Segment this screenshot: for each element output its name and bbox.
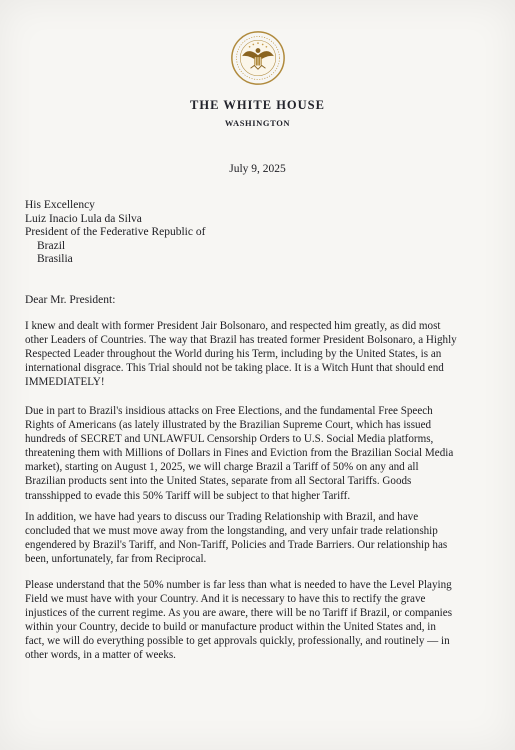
- text-line: been, unfortunately, far from Reciprocal.: [25, 553, 207, 566]
- text-line: Field we must have with your Country. And it is necessary to have this to rectify the grave: [25, 593, 426, 606]
- recipient-line: Brazil: [37, 239, 66, 252]
- text-line: I knew and dealt with former President Jair Bolsonaro, and respected him greatly, as did most: [25, 320, 441, 332]
- recipient-line: Luiz Inacio Lula da Silva: [25, 212, 142, 225]
- text-line: concluded that we must move away from the longstanding, and very unfair trade relationship: [25, 525, 438, 538]
- text-line: transshipped to evade this 50% Tariff will be subject to that higher Tariff.: [25, 489, 351, 502]
- text-line: hundreds of SECRET and UNLAWFUL Censorship Orders to U.S. Social Media platforms,: [25, 433, 434, 446]
- paragraph-trade-relationship: [25, 510, 495, 566]
- text-line: other Leaders of Countries. The way that Brazil has treated former President Bolsonaro, a Highly: [25, 334, 457, 347]
- letterhead-title: THE WHITE HOUSE: [190, 98, 325, 112]
- recipient-line: President of the Federative Republic of: [25, 226, 206, 239]
- text-line: international disgrace. This Trial should not be taking place. It is a Witch Hunt that should end: [25, 362, 444, 375]
- text-line: Rights of Americans (as lately illustrated by the Brazilian Supreme Court, which has issued: [25, 419, 432, 432]
- text-line: market), starting on August 1, 2025, we will charge Brazil a Tariff of 50% on any and all: [25, 461, 419, 474]
- paragraph-bolsonaro: [25, 319, 495, 389]
- salutation: Dear Mr. President:: [25, 294, 116, 306]
- text-line: engendered by Brazil's Tariff, and Non-Tariff, Policies and Trade Barriers. Our relationship has: [25, 539, 448, 552]
- recipient-line: Brasilia: [37, 253, 73, 266]
- letterhead-subtitle: WASHINGTON: [224, 118, 291, 128]
- letter-date: July 9, 2025: [229, 163, 286, 175]
- paragraph-level-playing-field: [25, 578, 495, 663]
- recipient-address: [25, 199, 495, 267]
- paragraph-tariff: [25, 404, 495, 503]
- text-line: Due in part to Brazil's insidious attacks on Free Elections, and the fundamental Free Speech: [25, 405, 433, 417]
- text-line: fact, we will do everything possible to get approvals quickly, professionally, and routinely — in: [25, 635, 450, 648]
- text-line: threatening them with Millions of Dollars in Fines and Eviction from the Brazilian Social Media: [25, 447, 454, 460]
- text-line: within your Country, decide to build or manufacture product within the United States and, in: [25, 621, 436, 634]
- text-line: Respected Leader throughout the World during his Term, including by the United States, is an: [25, 348, 442, 361]
- text-line: IMMEDIATELY!: [25, 376, 105, 389]
- text-line: In addition, we have had years to discuss our Trading Relationship with Brazil, and have: [25, 511, 419, 523]
- text-line: other words, in a matter of weeks.: [25, 649, 176, 662]
- recipient-line: His Excellency: [25, 199, 95, 211]
- text-line: Please understand that the 50% number is far less than what is needed to have the Level Playing: [25, 579, 452, 591]
- text-line: injustices of the current regime. As you are aware, there will be no Tariff if Brazil, or companies: [25, 607, 453, 620]
- text-line: Brazilian products sent into the United States, separate from all Sectoral Tariffs. Goods: [25, 475, 412, 488]
- presidential-seal-icon: [230, 30, 286, 86]
